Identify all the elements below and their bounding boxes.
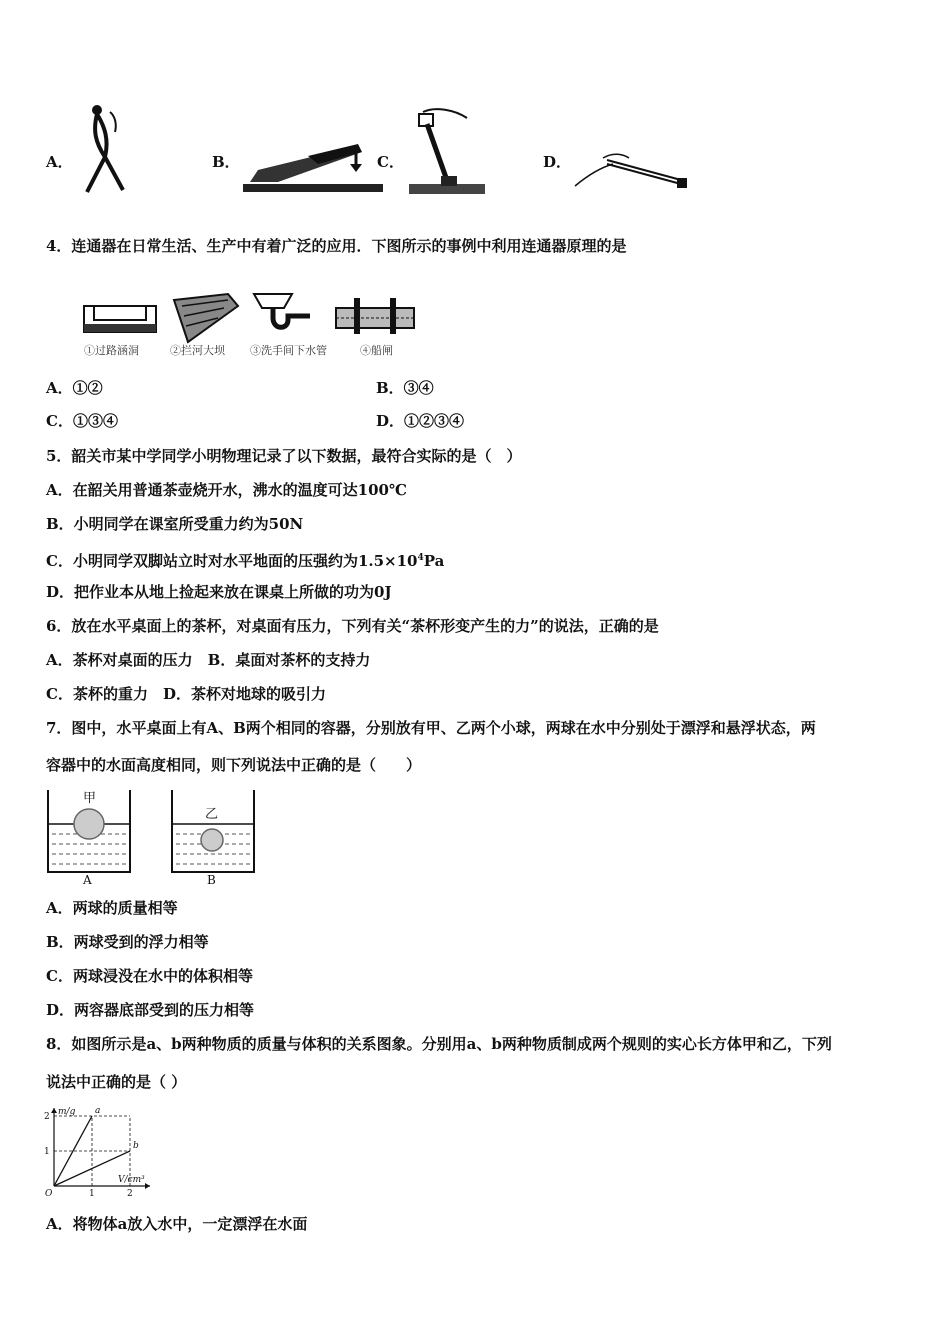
pliers-icon [75, 102, 135, 198]
tweezers-icon [573, 146, 693, 198]
y-tick-label-2: 2 [44, 1112, 50, 1122]
q7-option-b: B．两球受到的浮力相等 [46, 933, 209, 951]
q4-stem: 4．连通器在日常生活、生产中有着广泛的应用．下图所示的事例中利用连通器原理的是 [46, 237, 627, 255]
q8-option-a: A．将物体a放入水中，一定漂浮在水面 [46, 1215, 308, 1233]
q5-option-c-text: C．小明同学双脚站立时对水平地面的压强约为1.5×10 [46, 552, 418, 570]
culvert-icon [84, 306, 156, 332]
y-tick-label-1: 1 [44, 1147, 50, 1157]
q4-option-c: C．①③④ [46, 412, 118, 430]
q4-caption-3: ③洗手间下水管 [250, 344, 327, 357]
q4-option-b: B．③④ [376, 379, 434, 397]
y-axis-label: m/g [58, 1107, 76, 1117]
q8-stem-line2: 说法中正确的是（ ） [46, 1073, 187, 1091]
container-b [172, 790, 254, 886]
stapler-icon [238, 132, 388, 198]
container-a [48, 790, 130, 886]
q5-option-b: B．小明同学在课室所受重力约为50N [46, 515, 304, 533]
q7-option-d: D．两容器底部受到的压力相等 [46, 1001, 255, 1019]
q5-option-c-unit: Pa [423, 552, 445, 570]
q5-option-c [46, 548, 444, 571]
mass-volume-chart [40, 1100, 160, 1200]
q6-options-cd: C．茶杯的重力 D．茶杯对地球的吸引力 [46, 685, 326, 703]
q3-option-b-label: B． [212, 153, 240, 171]
q5-stem: 5．韶关市某中学同学小明物理记录了以下数据，最符合实际的是（ ） [46, 447, 522, 465]
ball-jia-label: 甲 [83, 791, 97, 806]
q7-option-c: C．两球浸没在水中的体积相等 [46, 967, 253, 985]
origin-label: O [45, 1189, 53, 1199]
q4-caption-2: ②拦河大坝 [170, 344, 225, 357]
ball-yi-label: 乙 [205, 807, 219, 822]
q4-caption-1: ①过路涵洞 [84, 344, 139, 357]
q8-stem-line1: 8．如图所示是a、b两种物质的质量与体积的关系图象。分别用a、b两种物质制成两个规则的实心长方体甲和乙，下列 [46, 1035, 832, 1053]
sink-drain-icon [254, 294, 310, 327]
q5-option-d: D．把作业本从地上捡起来放在课桌上所做的功为0J [46, 583, 392, 601]
q3-option-a-label: A． [46, 153, 73, 171]
q4-option-a: A．①② [46, 379, 103, 397]
q7-option-a: A．两球的质量相等 [46, 899, 178, 917]
dam-icon [174, 294, 238, 342]
x-tick-label-1: 1 [89, 1189, 95, 1199]
x-tick-label-2: 2 [127, 1189, 133, 1199]
q7-stem-line2: 容器中的水面高度相同，则下列说法中正确的是（ ） [46, 756, 422, 774]
x-axis-arrow [145, 1183, 150, 1189]
series-label-b: b [133, 1141, 139, 1151]
q6-options-ab: A．茶杯对桌面的压力 B．桌面对茶杯的支持力 [46, 651, 371, 669]
q3-option-d-label: D． [543, 153, 572, 171]
q5-option-a: A．在韶关用普通茶壶烧开水，沸水的温度可达100℃ [46, 481, 407, 499]
q3-option-c-label: C． [377, 153, 404, 171]
pry-bar-icon [405, 104, 490, 198]
q6-stem: 6．放在水平桌面上的茶杯，对桌面有压力，下列有关“茶杯形变产生的力”的说法，正确的是 [46, 617, 659, 635]
q4-caption-4: ④船闸 [360, 344, 393, 357]
q5-option-c-exponent: 4 [417, 553, 424, 563]
q4-figure [78, 290, 423, 360]
series-label-a: a [95, 1106, 101, 1116]
q4-option-d: D．①②③④ [376, 412, 465, 430]
container-a-label: A [83, 873, 92, 886]
x-axis-label: V/cm³ [118, 1175, 145, 1185]
ship-lock-icon [336, 298, 414, 334]
container-b-label: B [207, 873, 216, 886]
y-axis-arrow [51, 1108, 57, 1113]
q7-containers-figure [44, 786, 259, 886]
q7-stem-line1: 7．图中，水平桌面上有A、B两个相同的容器，分别放有甲、乙两个小球，两球在水中分别处于漂浮和悬浮状态，两 [46, 719, 816, 737]
